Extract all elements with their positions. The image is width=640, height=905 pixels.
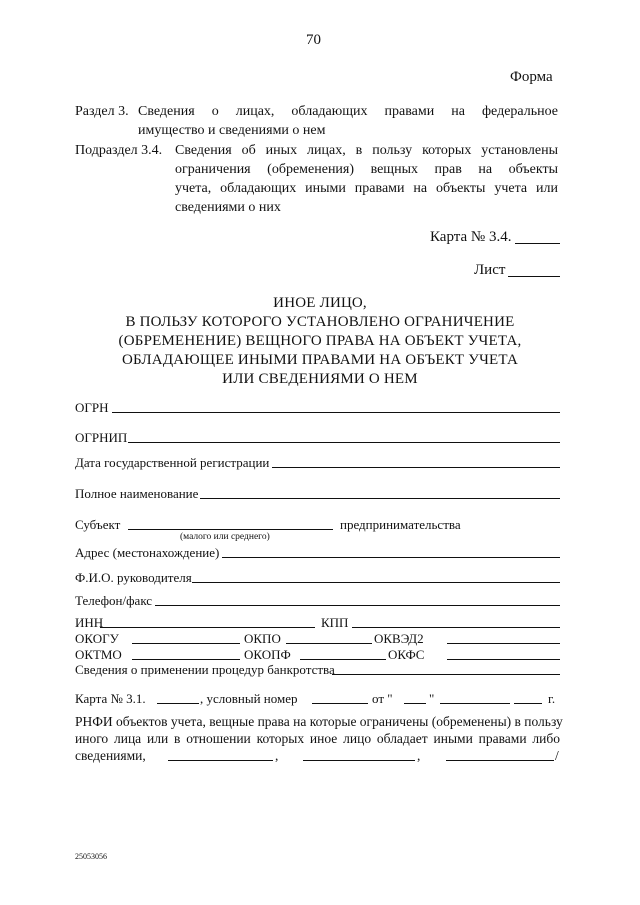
subject-hint: (малого или среднего) <box>180 532 270 542</box>
sheet-label: Лист <box>474 262 506 278</box>
okfs-field[interactable] <box>447 659 560 660</box>
ogrn-label: ОГРН <box>75 400 109 415</box>
footer-code: 25053056 <box>75 852 107 861</box>
title-line3: (ОБРЕМЕНЕНИЕ) ВЕЩНОГО ПРАВА НА ОБЪЕКТ УЧЕТА, <box>118 333 522 349</box>
okfs-label: ОКФС <box>388 647 425 662</box>
card-number-blank[interactable] <box>515 243 560 244</box>
subsection-title-line2: ограничения (обременения) вещных прав на объекты <box>175 162 558 177</box>
phone-fax-label: Телефон/факс <box>75 593 153 608</box>
section-label: Раздел 3. <box>75 104 129 119</box>
date-year-field[interactable] <box>514 703 542 704</box>
date-from-label: от " <box>372 691 393 706</box>
title-line2: В ПОЛЬЗУ КОТОРОГО УСТАНОВЛЕНО ОГРАНИЧЕНИЕ <box>125 314 515 330</box>
rnfi-comma-2: , <box>417 748 421 763</box>
section-title-line2: имущество и сведениями о нем <box>138 123 326 138</box>
card31-label: Карта № 3.1. <box>75 691 146 706</box>
year-suffix: г. <box>548 691 556 706</box>
bankruptcy-label: Сведения о применении процедур банкротства <box>75 662 335 677</box>
kpp-label: КПП <box>321 615 349 630</box>
ogrn-field[interactable] <box>112 412 560 413</box>
date-quote-close: " <box>429 691 435 706</box>
okved2-label: ОКВЭД2 <box>374 631 424 646</box>
bankruptcy-field[interactable] <box>332 674 560 675</box>
okogu-label: ОКОГУ <box>75 631 119 646</box>
okopf-field[interactable] <box>300 659 386 660</box>
okved2-field[interactable] <box>447 643 560 644</box>
subsection-label: Подраздел 3.4. <box>75 143 163 158</box>
subsection-title-line3: учета, обладающих иными правами на объекты учета или <box>175 181 558 196</box>
rnfi-line2: иного лица или в отношении которых иное лицо обладает иными правами либо <box>75 731 560 746</box>
okopf-label: ОКОПФ <box>244 647 291 662</box>
inn-label: ИНН <box>75 615 104 630</box>
rnfi-line3-label: сведениями, <box>75 748 146 763</box>
page-number: 70 <box>306 32 321 48</box>
kpp-field[interactable] <box>352 627 560 628</box>
ogrnip-label: ОГРНИП <box>75 430 128 445</box>
phone-fax-field[interactable] <box>155 605 560 606</box>
okpo-field[interactable] <box>286 643 372 644</box>
conditional-number-label: , условный номер <box>200 691 298 706</box>
section-title-line1: Сведения о лицах, обладающих правами на федеральное <box>138 104 558 119</box>
rnfi-line1: РНФИ объектов учета, вещные права на которые ограничены (обременены) в пользу <box>75 714 563 729</box>
rnfi-slash: / <box>555 748 559 763</box>
subsection-title-line4: сведениями о них <box>175 200 281 215</box>
reg-date-field[interactable] <box>272 467 560 468</box>
full-name-label: Полное наименование <box>75 486 199 501</box>
address-label: Адрес (местонахождение) <box>75 545 220 560</box>
title-line4: ОБЛАДАЮЩЕЕ ИНЫМИ ПРАВАМИ НА ОБЪЕКТ УЧЕТА <box>121 352 519 368</box>
date-month-field[interactable] <box>440 703 510 704</box>
rnfi-field-3[interactable] <box>446 760 554 761</box>
rnfi-field-2[interactable] <box>303 760 415 761</box>
okpo-label: ОКПО <box>244 631 281 646</box>
subsection-title-line1: Сведения об иных лицах, в пользу которых установлены <box>175 143 558 158</box>
address-field[interactable] <box>222 557 560 558</box>
card31-number-field[interactable] <box>157 703 199 704</box>
inn-field[interactable] <box>100 627 315 628</box>
subject-label: Субъект <box>75 517 121 532</box>
head-name-label: Ф.И.О. руководителя <box>75 570 192 585</box>
head-name-field[interactable] <box>192 582 560 583</box>
date-day-field[interactable] <box>404 703 426 704</box>
full-name-field[interactable] <box>200 498 560 499</box>
rnfi-comma-1: , <box>275 748 279 763</box>
sheet-blank[interactable] <box>508 276 560 277</box>
title-line1: ИНОЕ ЛИЦО, <box>273 295 367 311</box>
title-line5: ИЛИ СВЕДЕНИЯМИ О НЕМ <box>222 371 418 387</box>
form-label: Форма <box>510 69 553 85</box>
okogu-field[interactable] <box>132 643 240 644</box>
oktmo-field[interactable] <box>132 659 240 660</box>
subject-field[interactable] <box>128 529 333 530</box>
entrepreneurship-label: предпринимательства <box>340 517 461 532</box>
reg-date-label: Дата государственной регистрации <box>75 455 270 470</box>
conditional-number-field[interactable] <box>312 703 368 704</box>
ogrnip-field[interactable] <box>128 442 560 443</box>
card-number-label: Карта № 3.4. <box>430 229 512 245</box>
oktmo-label: ОКТМО <box>75 647 122 662</box>
rnfi-field-1[interactable] <box>168 760 273 761</box>
